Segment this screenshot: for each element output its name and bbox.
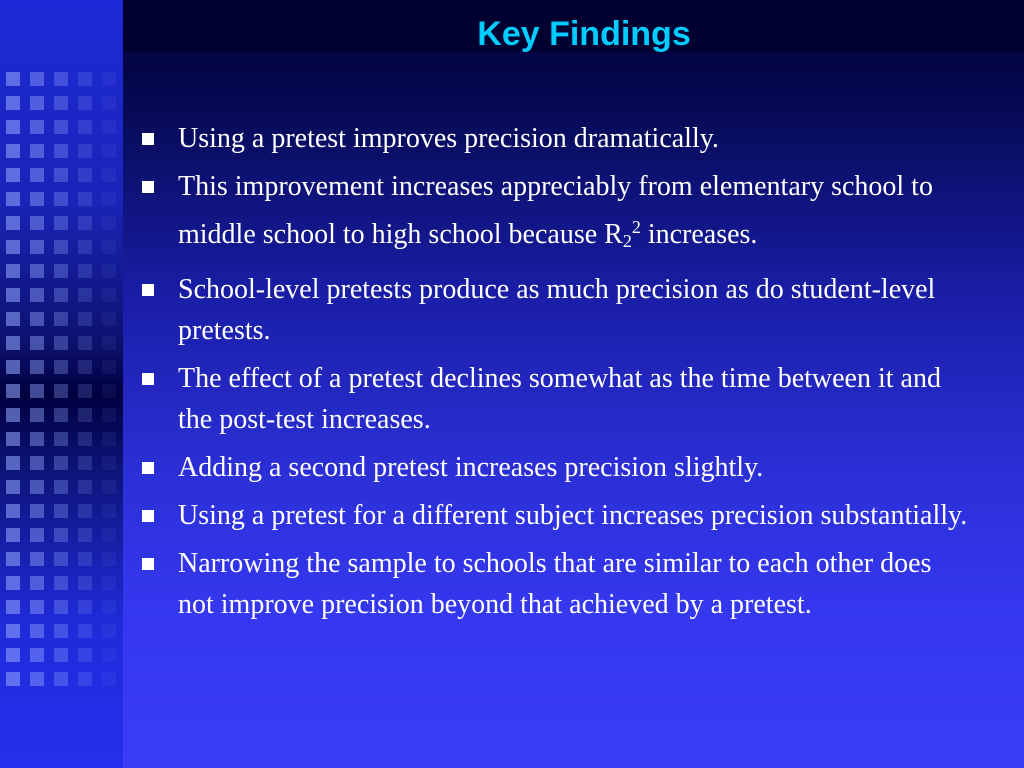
pattern-square — [54, 288, 68, 302]
pattern-square — [102, 624, 116, 638]
square-bullet-icon — [142, 558, 154, 570]
pattern-square — [102, 672, 116, 686]
bullet-item — [140, 269, 970, 351]
pattern-square — [78, 144, 92, 158]
pattern-square — [54, 216, 68, 230]
pattern-square — [54, 552, 68, 566]
pattern-square — [30, 384, 44, 398]
pattern-square — [54, 672, 68, 686]
pattern-square — [6, 648, 20, 662]
pattern-square — [30, 552, 44, 566]
pattern-square — [6, 336, 20, 350]
bullet-list — [140, 118, 970, 632]
pattern-square — [6, 384, 20, 398]
bullet-text: Adding a second pretest increases precision slightly. — [178, 452, 764, 483]
pattern-square — [6, 96, 20, 110]
pattern-square — [78, 216, 92, 230]
pattern-square — [102, 456, 116, 470]
pattern-square — [102, 504, 116, 518]
pattern-square — [102, 336, 116, 350]
pattern-square — [6, 528, 20, 542]
pattern-square — [54, 600, 68, 614]
pattern-square — [30, 264, 44, 278]
pattern-square — [54, 384, 68, 398]
pattern-square — [30, 240, 44, 254]
square-bullet-icon — [142, 510, 154, 522]
bullet-item — [140, 358, 970, 440]
pattern-square — [54, 192, 68, 206]
bullet-item — [140, 495, 970, 536]
pattern-square — [102, 144, 116, 158]
pattern-square — [78, 552, 92, 566]
pattern-square — [102, 120, 116, 134]
pattern-square — [6, 456, 20, 470]
pattern-square — [78, 384, 92, 398]
pattern-square — [30, 96, 44, 110]
pattern-square — [6, 288, 20, 302]
pattern-square — [102, 192, 116, 206]
slide-title: Key Findings — [477, 15, 691, 53]
pattern-square — [54, 168, 68, 182]
pattern-square — [102, 552, 116, 566]
bullet-text: School-level pretests produce as much precision as do student-level pretests. — [178, 274, 936, 346]
subscript: 2 — [622, 231, 632, 251]
pattern-square — [30, 192, 44, 206]
pattern-square — [78, 480, 92, 494]
pattern-square — [54, 624, 68, 638]
pattern-square — [102, 264, 116, 278]
pattern-square — [102, 288, 116, 302]
pattern-square — [30, 528, 44, 542]
pattern-square — [102, 648, 116, 662]
pattern-square — [6, 672, 20, 686]
pattern-square — [6, 168, 20, 182]
pattern-square — [78, 192, 92, 206]
pattern-square — [30, 576, 44, 590]
bullet-text: Narrowing the sample to schools that are similar to each other does not improve precision beyond that achieved by a pretest. — [178, 548, 932, 620]
pattern-square — [78, 432, 92, 446]
pattern-square — [6, 144, 20, 158]
pattern-square — [78, 456, 92, 470]
pattern-square — [6, 552, 20, 566]
pattern-square — [102, 360, 116, 374]
square-bullet-icon — [142, 462, 154, 474]
pattern-square — [6, 312, 20, 326]
pattern-square — [102, 96, 116, 110]
pattern-square — [102, 576, 116, 590]
pattern-square — [102, 72, 116, 86]
pattern-square — [54, 432, 68, 446]
pattern-square — [54, 408, 68, 422]
pattern-square — [102, 408, 116, 422]
pattern-square — [78, 672, 92, 686]
pattern-square — [6, 480, 20, 494]
pattern-square — [78, 600, 92, 614]
pattern-square — [54, 72, 68, 86]
pattern-square — [6, 120, 20, 134]
bullet-item — [140, 118, 970, 159]
pattern-square — [54, 144, 68, 158]
pattern-square — [78, 288, 92, 302]
pattern-square — [6, 192, 20, 206]
bullet-text: The effect of a pretest declines somewhat as the time between it and the post-test increases. — [178, 363, 941, 435]
pattern-square — [6, 72, 20, 86]
pattern-square — [30, 336, 44, 350]
pattern-square — [30, 456, 44, 470]
pattern-square — [30, 72, 44, 86]
pattern-square — [54, 240, 68, 254]
pattern-square — [54, 504, 68, 518]
pattern-square — [6, 600, 20, 614]
pattern-square — [78, 528, 92, 542]
bullet-item — [140, 543, 970, 625]
pattern-square — [30, 360, 44, 374]
bullet-item — [140, 447, 970, 488]
pattern-square — [30, 600, 44, 614]
pattern-square — [54, 648, 68, 662]
pattern-square — [30, 120, 44, 134]
pattern-square — [30, 672, 44, 686]
pattern-square — [30, 144, 44, 158]
pattern-square — [78, 648, 92, 662]
square-bullet-icon — [142, 181, 154, 193]
pattern-square — [102, 600, 116, 614]
bullet-text: Using a pretest for a different subject increases precision substantially. — [178, 500, 968, 531]
pattern-square — [54, 96, 68, 110]
pattern-square — [78, 336, 92, 350]
pattern-square — [6, 216, 20, 230]
pattern-square — [54, 360, 68, 374]
pattern-square — [102, 432, 116, 446]
pattern-square — [54, 264, 68, 278]
bullet-text: This improvement increases appreciably from elementary school to middle school to high school because R — [178, 171, 933, 250]
pattern-square — [6, 264, 20, 278]
pattern-square — [78, 264, 92, 278]
pattern-square — [30, 168, 44, 182]
bullet-text-end: increases. — [640, 219, 758, 250]
pattern-square — [78, 624, 92, 638]
pattern-square — [78, 312, 92, 326]
square-bullet-icon — [142, 373, 154, 385]
pattern-square — [30, 648, 44, 662]
pattern-square — [78, 360, 92, 374]
square-bullet-icon — [142, 133, 154, 145]
pattern-square — [54, 336, 68, 350]
pattern-square — [6, 576, 20, 590]
pattern-square — [54, 456, 68, 470]
pattern-square — [102, 240, 116, 254]
pattern-square — [78, 240, 92, 254]
pattern-square — [30, 480, 44, 494]
pattern-square — [6, 240, 20, 254]
pattern-square — [30, 408, 44, 422]
pattern-square — [78, 408, 92, 422]
pattern-square — [78, 120, 92, 134]
pattern-square — [6, 504, 20, 518]
pattern-square — [78, 72, 92, 86]
pattern-square — [30, 432, 44, 446]
square-bullet-icon — [142, 284, 154, 296]
pattern-square — [30, 288, 44, 302]
pattern-square — [102, 216, 116, 230]
pattern-square — [6, 624, 20, 638]
bullet-item — [140, 166, 970, 262]
pattern-square — [102, 384, 116, 398]
pattern-square — [6, 432, 20, 446]
pattern-square — [54, 528, 68, 542]
pattern-square — [54, 312, 68, 326]
pattern-square — [30, 216, 44, 230]
pattern-square — [6, 408, 20, 422]
pattern-square — [78, 504, 92, 518]
pattern-square — [54, 480, 68, 494]
pattern-square — [30, 312, 44, 326]
bullet-text: Using a pretest improves precision dramatically. — [178, 123, 719, 154]
square-pattern-decoration — [0, 0, 123, 768]
pattern-square — [54, 120, 68, 134]
pattern-square — [78, 96, 92, 110]
pattern-square — [102, 480, 116, 494]
pattern-square — [102, 528, 116, 542]
superscript: 2 — [631, 217, 641, 237]
pattern-square — [102, 168, 116, 182]
pattern-square — [78, 168, 92, 182]
pattern-square — [30, 504, 44, 518]
pattern-square — [54, 576, 68, 590]
pattern-square — [30, 624, 44, 638]
pattern-square — [102, 312, 116, 326]
pattern-square — [6, 360, 20, 374]
pattern-square — [78, 576, 92, 590]
